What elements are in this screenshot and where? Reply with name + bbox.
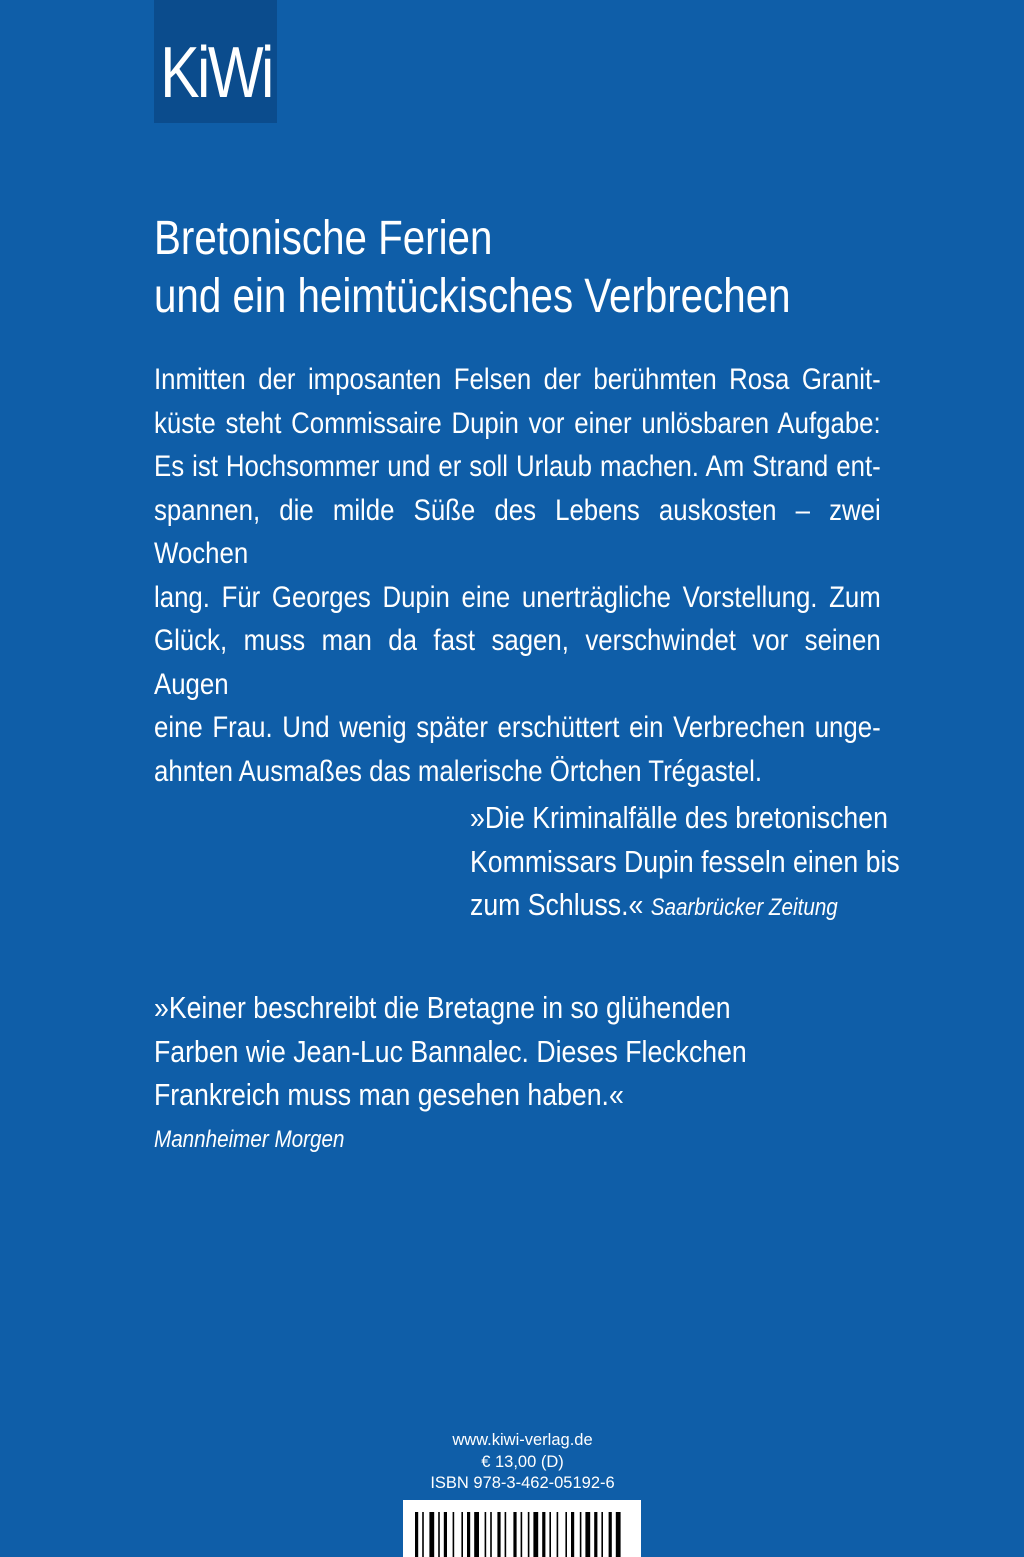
publisher-website: www.kiwi-verlag.de: [452, 1431, 593, 1449]
barcode-bar: [585, 1512, 590, 1557]
barcode-bar: [490, 1512, 492, 1557]
barcode-bar: [521, 1512, 523, 1557]
quote-line: »Keiner beschreibt die Bretagne in so glühenden: [154, 990, 731, 1025]
quote-line: »Die Kriminalfälle des bretonischen: [470, 800, 888, 835]
publisher-logo: [154, 0, 277, 123]
quote-source: Saarbrücker Zeitung: [650, 894, 838, 921]
price: € 13,00 (D): [481, 1452, 564, 1471]
barcode-bar: [609, 1512, 612, 1557]
barcode-bar: [601, 1512, 603, 1557]
barcode-bar: [485, 1512, 487, 1557]
barcode-bar: [571, 1512, 574, 1557]
barcode-bar: [467, 1512, 470, 1557]
barcode-bar: [565, 1512, 567, 1557]
barcode-bar: [580, 1512, 582, 1557]
barcode-bar: [438, 1512, 440, 1557]
barcode-bar: [513, 1512, 516, 1557]
blurb-line: lang. Für Georges Dupin eine unerträgliche Vorstellung. Zum: [154, 580, 881, 614]
quote-line: [470, 883, 848, 930]
quote-source: Mannheimer Morgen: [154, 1125, 345, 1153]
blurb-line: küste steht Commissaire Dupin vor einer unlösbaren Aufgabe:: [154, 406, 881, 440]
barcode: [403, 1500, 641, 1557]
blurb-line: Es ist Hochsommer und er soll Urlaub machen. Am Strand ent-: [154, 450, 881, 483]
barcode-bar: [422, 1512, 424, 1557]
quote-line: Kommissars Dupin fesseln einen bis: [470, 843, 900, 879]
barcode-bar: [453, 1512, 455, 1557]
review-quote-saarbruecker: [470, 796, 910, 930]
barcode-bar: [549, 1512, 551, 1557]
barcode-bar: [461, 1512, 463, 1557]
blurb-line: Glück, muss man da fast sagen, verschwindet vor seinen Augen: [154, 624, 881, 701]
quote-line: Farben wie Jean-Luc Bannalec. Dieses Fleckchen: [154, 1033, 747, 1069]
barcode-bar: [557, 1512, 559, 1557]
blurb-line: ahnten Ausmaßes das malerische Örtchen Trégastel.: [154, 754, 763, 788]
headline-line-2: und ein heimtückisches Verbrechen: [154, 270, 791, 323]
publisher-logo-text: KiWi: [159, 33, 272, 113]
barcode-bar: [429, 1512, 434, 1557]
headline: [154, 210, 914, 326]
headline-line-1: Bretonische Ferien: [154, 212, 493, 265]
blurb-line: Inmitten der imposanten Felsen der berühmten Rosa Granit-: [154, 363, 881, 396]
quote-line: Frankreich muss man gesehen haben.«: [154, 1077, 624, 1112]
barcode-bar: [415, 1512, 418, 1557]
barcode-bar: [533, 1512, 538, 1557]
blurb-line: eine Frau. Und wenig später erschüttert ein Verbrechen unge-: [154, 711, 881, 744]
barcode-bar: [528, 1512, 530, 1557]
barcode-bar: [444, 1512, 447, 1557]
barcode-bar: [594, 1512, 597, 1557]
barcode-bar: [497, 1512, 500, 1557]
barcode-bar: [616, 1512, 621, 1557]
barcode-bar: [474, 1512, 479, 1557]
blurb-text: [154, 358, 881, 793]
imprint: [404, 1430, 641, 1495]
blurb-line: spannen, die milde Süße des Lebens auskosten – zwei Wochen: [154, 493, 881, 570]
barcode-bar: [542, 1512, 545, 1557]
review-quote-mannheimer: [154, 986, 794, 1163]
isbn: ISBN 978-3-462-05192-6: [430, 1474, 615, 1492]
quote-line-text: zum Schluss.«: [470, 887, 644, 922]
barcode-bar: [505, 1512, 507, 1557]
barcode-graphic: [403, 1500, 641, 1557]
